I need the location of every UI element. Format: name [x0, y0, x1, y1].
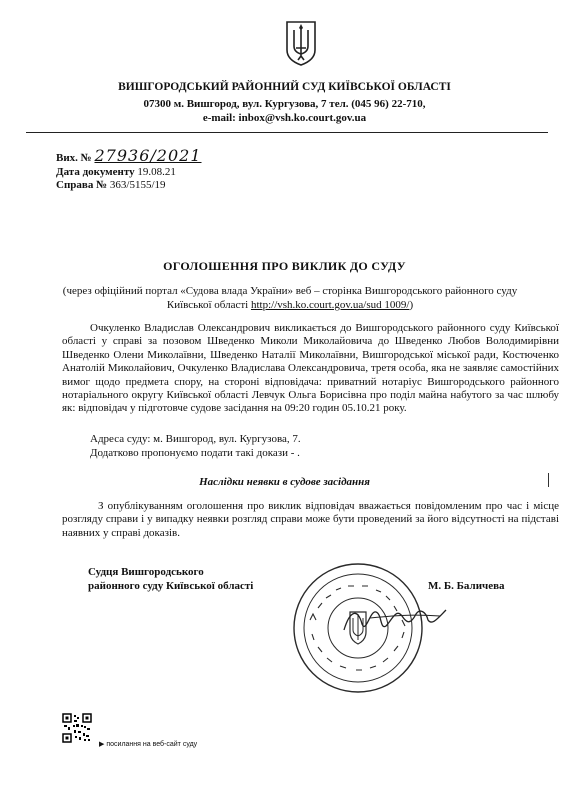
- document-title: ОГОЛОШЕННЯ ПРО ВИКЛИК ДО СУДУ: [163, 259, 406, 273]
- court-address-line: Адреса суду: м. Вишгород, вул. Кургузова, 7.: [90, 433, 301, 445]
- margin-mark: [548, 473, 552, 487]
- court-name: ВИШГОРОДСЬКИЙ РАЙОННИЙ СУД КИЇВСЬКОЇ ОБЛАСТІ: [118, 81, 451, 93]
- outgoing-number-value: 27936/2021: [94, 146, 202, 165]
- arrow-right-icon: ▶: [99, 741, 105, 748]
- portal-link[interactable]: http://vsh.ko.court.gov.ua/sud 1009/: [250, 299, 410, 311]
- case-number: [56, 179, 166, 192]
- court-address: 07300 м. Вишгород, вул. Кургузова, 7 тел. (045 96) 22-710,: [143, 98, 426, 110]
- qr-caption: [99, 740, 197, 748]
- qr-code-icon[interactable]: [62, 713, 92, 743]
- portal-text: (через офіційний портал «Судова влада України» веб – сторінка Вишгородського районного суду Київської області: [62, 285, 518, 311]
- outgoing-number: [56, 146, 202, 165]
- outgoing-label: Вих. №: [56, 152, 92, 164]
- header-divider: [26, 132, 548, 133]
- consequences-heading: Наслідки неявки в судове засідання: [199, 476, 370, 488]
- case-label: Справа №: [56, 179, 108, 191]
- summons-paragraph: Очкуленко Владислав Олександрович викликається до Вишгородського районного суду Київської області у справі за позовом Шведенко Миколи Миколайовича до Шведенко Любов Володимирівни Шведенко Олени Миколаївни, Шведенко Наталії Миколаївни, Вишгородської міської ради, Костюченко Анатолій Миколайович, Очкуленко Владислава Олександровича, третя особа, яка не заявляє самостійних вимог щодо предмета спору, на стороні відповідача: приватний нотаріус Вишгородського районного нотаріального округу Київської області Левчук Ольга Борисівна про поділ майна набутого за час шлюбу як: відповідач у підготовче судове засідання на 09:20 годин 05.10.21 року.: [62, 322, 559, 415]
- qr-caption-text: посилання на веб-сайт суду: [106, 741, 198, 748]
- case-value: 363/5155/19: [109, 179, 166, 191]
- consequences-text: З опублікуванням оголошення про виклик відповідач вважається повідомленим про час і місце розгляду справи і у випадку неявки розгляд справи може бути проведений за його відсутності на підставі наявних у справі доказів.: [62, 500, 559, 539]
- portal-note: [40, 284, 540, 312]
- coat-of-arms-icon: [285, 20, 317, 66]
- date-label: Дата документу: [56, 166, 135, 178]
- portal-close: ): [409, 299, 414, 311]
- date-value: 19.08.21: [137, 166, 176, 178]
- handwritten-signature-icon: [340, 600, 450, 640]
- judge-title: [88, 565, 308, 593]
- document-date: [56, 166, 176, 179]
- judge-title-line2: районного суду Київської області: [88, 580, 254, 592]
- evidence-line: Додатково пропонуємо подати такі докази - .: [90, 447, 300, 459]
- judge-title-line1: Судця Вишгородського: [88, 566, 204, 578]
- judge-name: М. Б. Баличева: [428, 580, 505, 592]
- court-email: e-mail: inbox@vsh.ko.court.gov.ua: [202, 112, 367, 124]
